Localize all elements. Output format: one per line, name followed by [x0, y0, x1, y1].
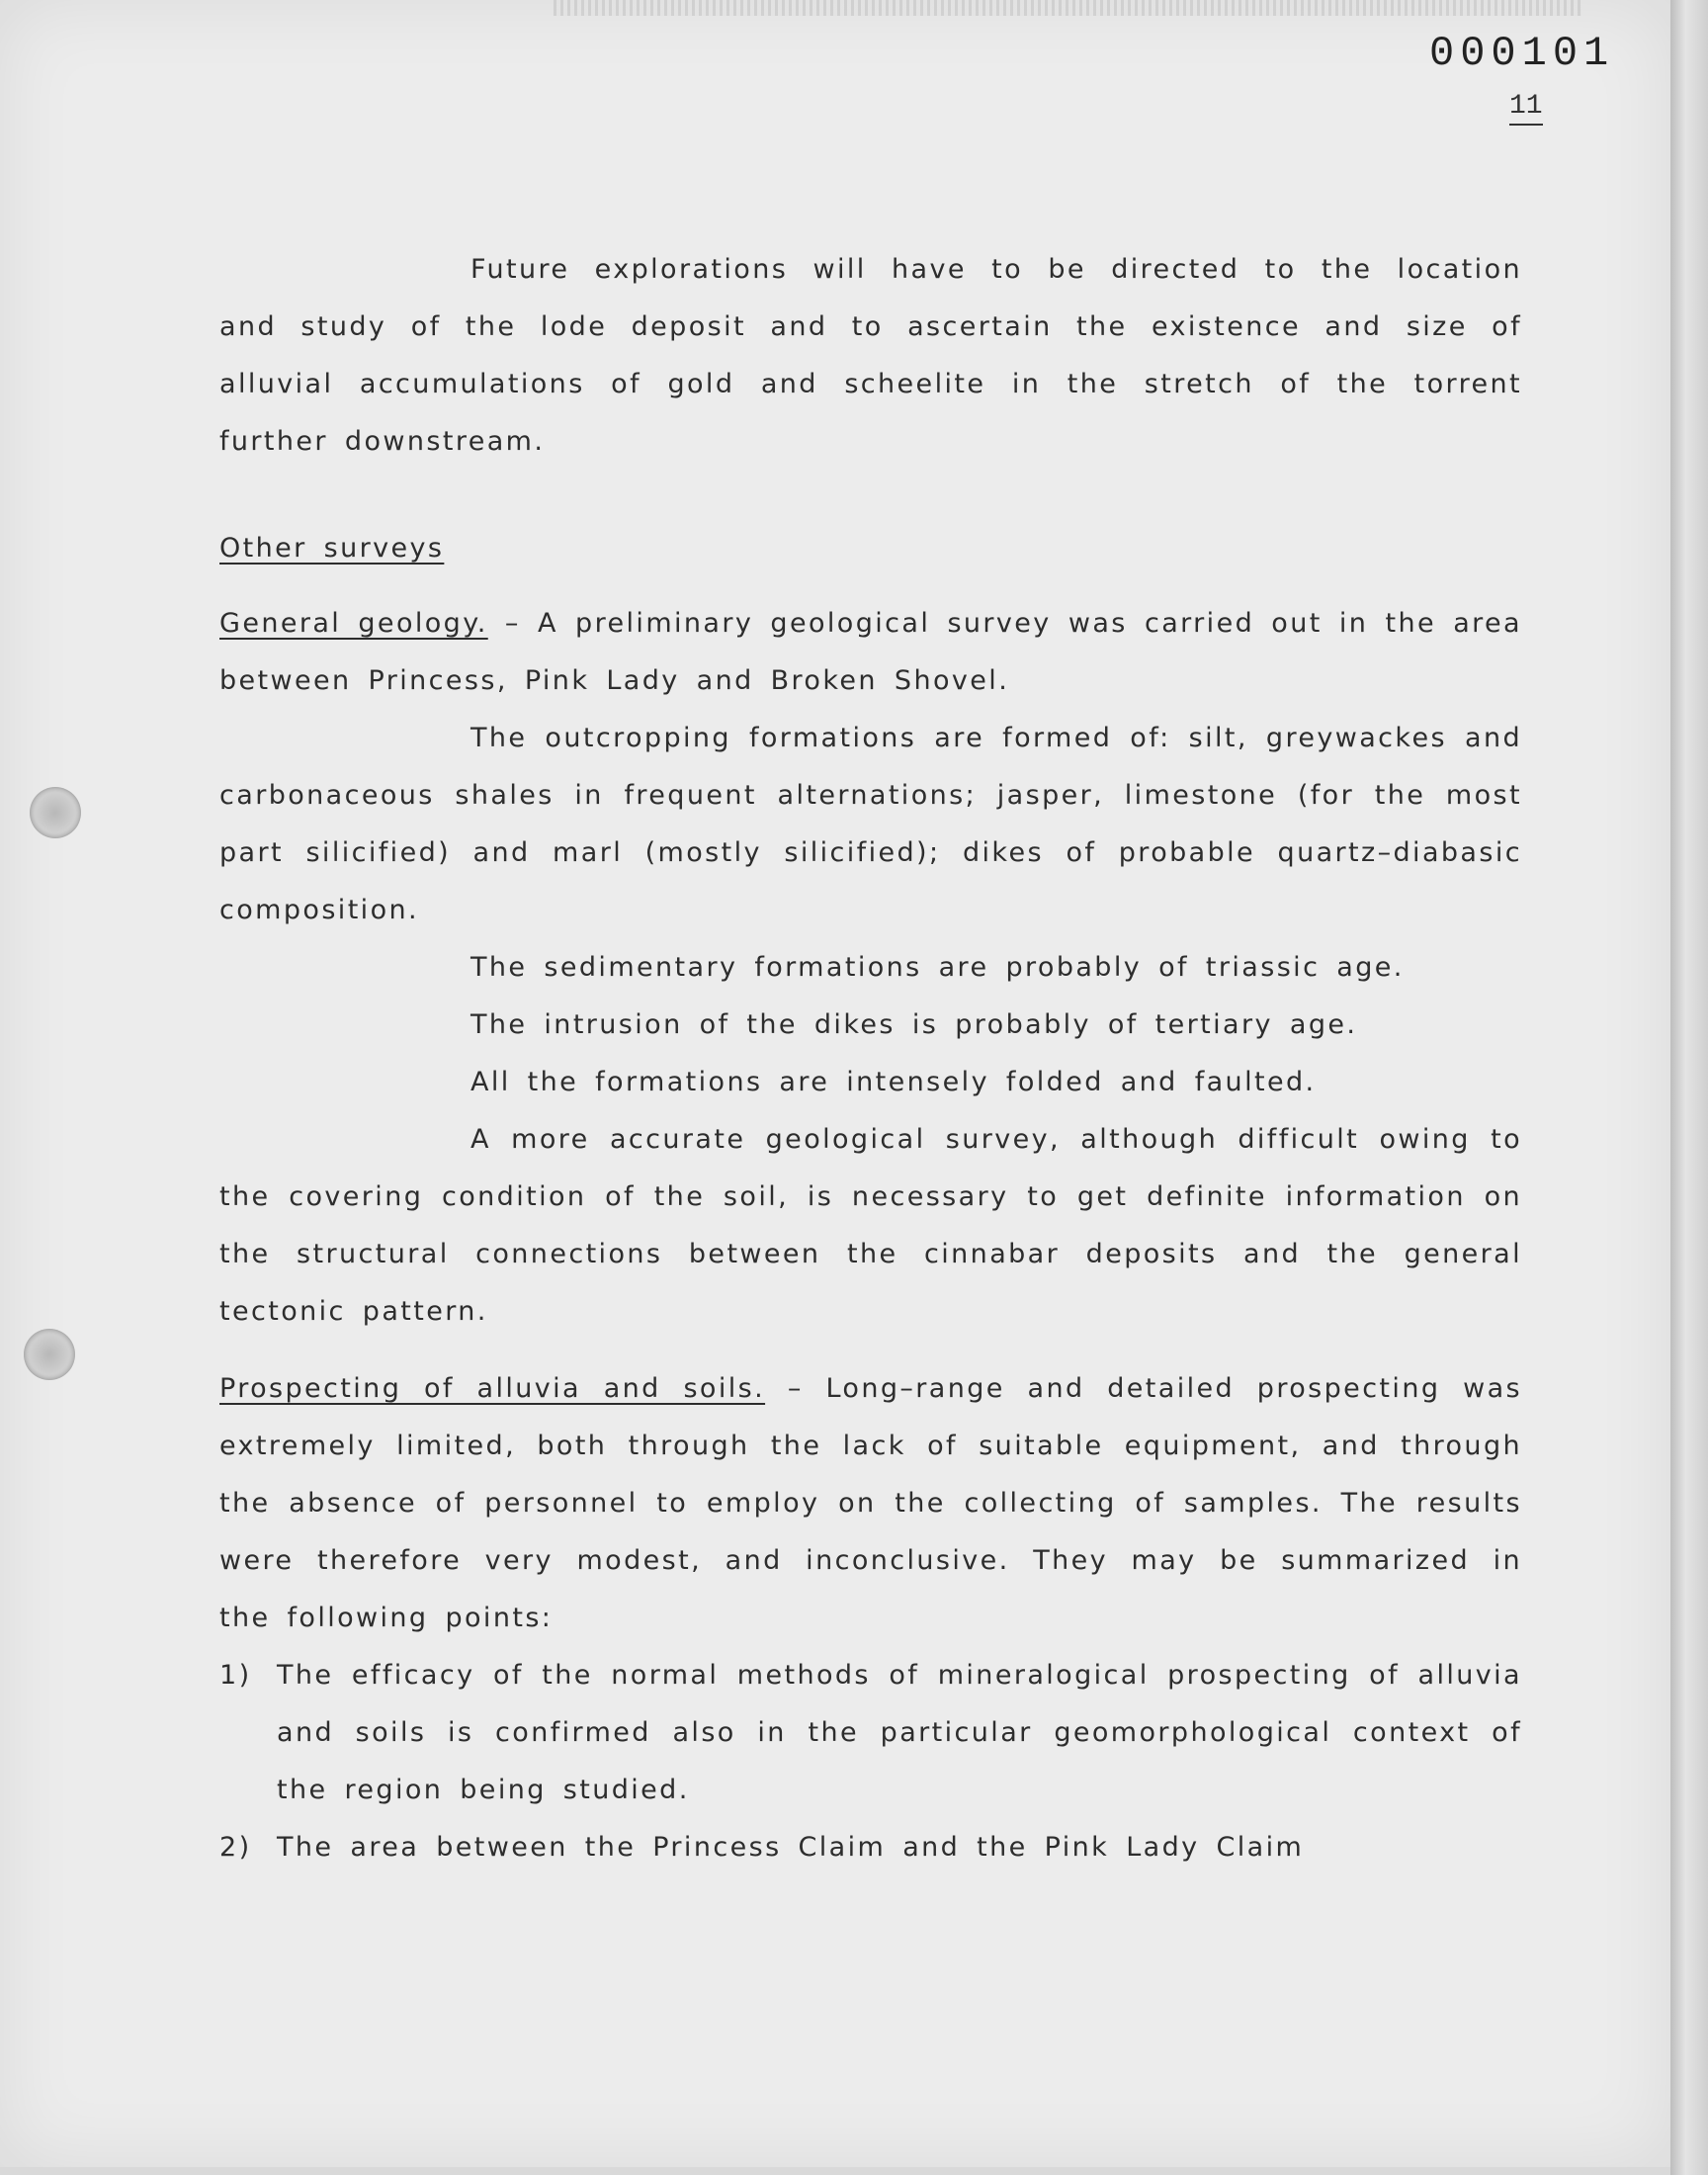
- scan-noise: [554, 0, 1581, 16]
- geology-paragraph-2: The sedimentary formations are probably of triassic age.: [470, 952, 1405, 983]
- punch-hole: [30, 787, 81, 838]
- page-number: 11: [1509, 91, 1543, 126]
- general-geology-heading: General geology.: [219, 608, 488, 639]
- prospecting-lead: – Long–range and detailed prospecting was extremely limited, both through the lack of suitable equipment, and through the absence of personnel to employ on the collecting of samples. The results were therefore very modest, and inconclusive. They may be summarized in the following points:: [219, 1373, 1522, 1633]
- section-title: Other surveys: [219, 533, 445, 564]
- general-geology-paragraph: [219, 595, 1522, 710]
- list-item-number: 1): [219, 1660, 252, 1691]
- general-geology-lead: – A preliminary geological survey was carried out in the area between Princess, Pink Lady and Broken Shovel.: [219, 608, 1523, 696]
- scan-edge: [1670, 0, 1708, 2175]
- prospecting-paragraph: [219, 1360, 1522, 1647]
- list-item: [219, 1819, 1522, 1876]
- geology-paragraph-4: All the formations are intensely folded and faulted.: [470, 1067, 1317, 1097]
- geology-paragraph-1: The outcropping formations are formed of: silt, greywackes and carbonaceous shales in frequent alternations; jasper, limestone (for the most part silicified) and marl (mostly silicified); dikes of probable quartz–diabasic composition.: [219, 723, 1522, 925]
- intro-paragraph: Future explorations will have to be directed to the location and study of the lode deposit and to ascertain the existence and size of alluvial accumulations of gold and scheelite in the stretch of the torrent further downstream.: [219, 254, 1522, 457]
- punch-hole: [24, 1329, 75, 1380]
- prospecting-heading: Prospecting of alluvia and soils.: [219, 1373, 766, 1404]
- list-item-text: The area between the Princess Claim and the Pink Lady Claim: [277, 1832, 1305, 1863]
- document-body: [219, 241, 1522, 1876]
- list-item-number: 2): [219, 1832, 252, 1863]
- document-number: 000101: [1429, 30, 1615, 77]
- geology-paragraph-3: The intrusion of the dikes is probably of tertiary age.: [470, 1009, 1358, 1040]
- list-item: [219, 1647, 1522, 1819]
- geology-paragraph-5: A more accurate geological survey, although difficult owing to the covering condition of the soil, is necessary to get definite information on the structural connections between the cinnabar deposits and the general tectonic pattern.: [219, 1124, 1522, 1327]
- list-item-text: The efficacy of the normal methods of mineralogical prospecting of alluvia and soils is confirmed also in the particular geomorphological context of the region being studied.: [277, 1660, 1522, 1805]
